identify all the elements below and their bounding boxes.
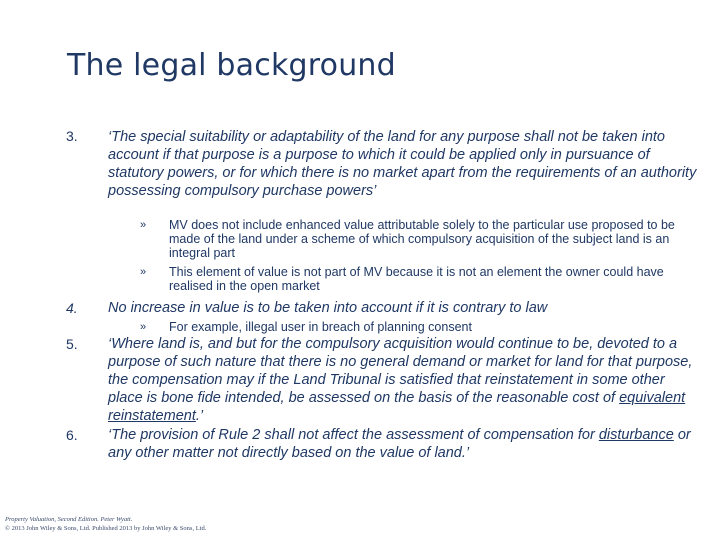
sub-bullet-text: This element of value is not part of MV because it is not an element the owner could have realised in the open market — [169, 265, 664, 293]
bullet-marker: » — [140, 266, 147, 278]
footer-book-title: Property Valuation, Second Edition. Peter Wyatt. — [5, 516, 133, 523]
item-number-3: 3. — [66, 128, 78, 144]
equivalent-reinstatement-term: equivalent reinstatement — [108, 390, 686, 424]
item-text-5-part1: ‘Where land is, and but for the compulsory acquisition would continue to be, devoted to a purpose of such nature that there is no general demand or market for land for that purpose, the compensation may if the Land Tribunal is satisfied that reinstatement in some other place is bone fide intended, be assessed on the basis of the reasonable cost of — [108, 336, 693, 406]
item-text-3: ‘The special suitability or adaptability of the land for any purpose shall not be taken into account if that purpose is a purpose to which it could be applied only in pursuance of statutory powers, or for which there is no market apart from the requirements of an authority possessing compulsory purchase powers’ — [108, 129, 697, 199]
disturbance-term: disturbance — [598, 427, 674, 443]
item-text-5-part2: .’ — [195, 408, 204, 424]
sub-bullet-text: MV does not include enhanced value attributable solely to the particular use proposed to be made of the land under a scheme of which compulsory acquisition of the subject land is an integral part — [169, 218, 675, 260]
item-number-6: 6. — [66, 427, 78, 443]
item-text-5 — [108, 335, 700, 425]
item-number-5: 5. — [66, 336, 78, 352]
sub-bullet-text: For example, illegal user in breach of planning consent — [169, 320, 472, 334]
bullet-marker: » — [140, 219, 147, 231]
item-text-6-part1: ‘The provision of Rule 2 shall not affect the assessment of compensation for — [108, 427, 599, 443]
sub-bullet-3-1 — [140, 218, 680, 260]
bullet-marker: » — [140, 321, 147, 333]
item-text-6 — [108, 426, 700, 462]
copyright-footer — [5, 516, 425, 533]
sub-bullet-4-1 — [140, 320, 680, 334]
footer-copyright: © 2013 John Wiley & Sons, Ltd. Published 2013 by John Wiley & Sons, Ltd. — [5, 524, 207, 532]
item-text-4: No increase in value is to be taken into account if it is contrary to law — [108, 300, 548, 316]
item-number-4: 4. — [66, 300, 78, 316]
slide-title: The legal background — [67, 48, 396, 83]
item-text-6-part2: or any other matter not directly based on the value of land.’ — [108, 427, 691, 461]
sub-bullet-3-2 — [140, 265, 680, 293]
